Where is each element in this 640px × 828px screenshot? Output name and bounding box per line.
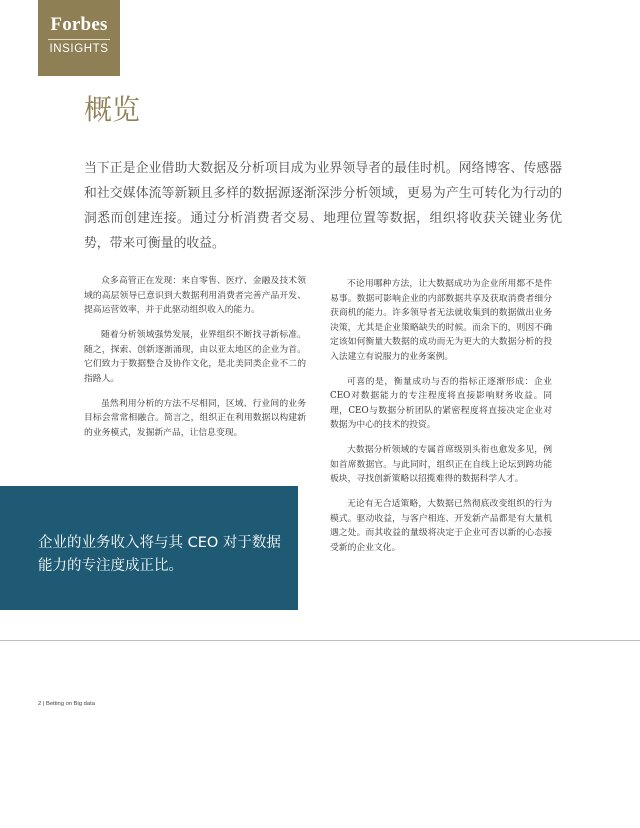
logo-divider bbox=[48, 39, 110, 40]
right-paragraph-2: 可喜的是，衡量成功与否的指标正逐渐形成：企业CEO对数据能力的专注程度将直接影响财务收益。同理，CEO与数据分析团队的紧密程度将直接决定企业对数据为中心的技术的投资。 bbox=[330, 376, 552, 430]
logo-subtitle: INSIGHTS bbox=[49, 43, 109, 55]
intro-paragraph: 当下正是企业借助大数据及分析项目成为业界领导者的最佳时机。网络博客、传感器和社交媒体流等新颖且多样的数据源逐渐深涉分析领域，更易为产生可转化为行动的洞悉而创建连接。通过分析消费者交易、地理位置等数据，组织将收获关键业务优势，带来可衡量的收益。 bbox=[84, 161, 562, 251]
forbes-insights-logo bbox=[38, 0, 120, 76]
right-paragraph-1: 不论用哪种方法，让大数据成功为企业所用都不是件易事。数据可影响企业的内部数据共享及获取消费者细分获商机的能力。许多领导者无法就收集到的数据做出业务决策，尤其是企业策略缺失的时候。而余下的，则因不确定该如何衡量大数据的成功而无为更大的大数据分析的投入法建立有说服力的业务案例。 bbox=[330, 279, 552, 362]
page-title: 概览 bbox=[84, 93, 141, 126]
left-column bbox=[84, 274, 306, 451]
page-footer: 2 | Betting on Big data bbox=[38, 701, 95, 707]
left-paragraph-2: 随着分析领域强势发展，业界组织不断找寻新标准。随之，探索、创新逐渐涌现，由以亚太地区的企业为首。它们致力于数据整合及协作文化，是北美同类企业不二的指路人。 bbox=[84, 330, 306, 384]
pull-quote: 企业的业务收入将与其 CEO 对于数据能力的专注度成正比。 bbox=[38, 535, 281, 574]
logo-wordmark: Forbes bbox=[50, 14, 108, 35]
footer-divider bbox=[0, 640, 640, 641]
right-paragraph-3: 大数据分析领域的专属首席级别头衔也愈发多见，例如首席数据官。与此同时，组织正在自线上论坛到跨功能板块，寻找创新策略以招揽难得的数据科学人才。 bbox=[330, 445, 552, 484]
left-paragraph-3: 虽然利用分析的方法不尽相同，区域、行业间的业务目标会常常相融合。简言之，组织正在利用数据以构建新的业务模式，发掘新产品，让信息变现。 bbox=[84, 398, 306, 438]
left-paragraph-1: 众多高管正在发现：来自零售、医疗、金融及技术领域的高层领导已意识到大数据利用消费者完善产品开发、提高运营效率，并于此驱动组织收入的能力。 bbox=[84, 276, 306, 315]
right-column bbox=[330, 277, 552, 566]
right-paragraph-4: 无论有无合适策略，大数据已然彻底改变组织的行为模式。驱动收益，与客户相连、开发新产品都是有大量机遇之处。而其收益的量级将决定于企业可否以新的心态接受新的企业文化。 bbox=[330, 499, 552, 553]
